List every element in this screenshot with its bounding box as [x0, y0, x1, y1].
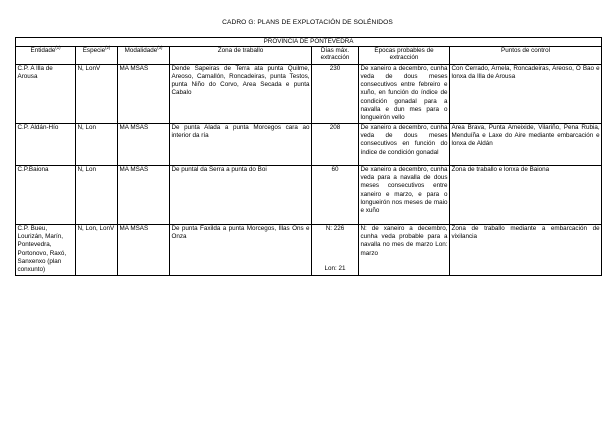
cell-zona: De punta Alada a punta Morcegos cara ao interior da ría	[170, 123, 312, 165]
cell-puntos: Zona de traballo mediante a embarcación de vixilancia	[450, 224, 602, 275]
column-header-epocas: Épocas probables de extracción	[359, 46, 450, 64]
cell-epocas: De xaneiro a decembro, cunha veda de dous meses consecutivos entre febreiro e xuño, en función do índice de condición gonadal para a navalla e dun mes para o longueirón vello	[360, 64, 448, 122]
cell-epocas: De xaneiro a decembro, cunha veda de dous meses consecutivos en función do índice de condición gonadal	[359, 123, 450, 165]
column-header-row	[16, 46, 602, 64]
cell-dias	[312, 224, 359, 275]
cell-puntos: Con Cerrado, Arnela, Roncadeiras, Areoso, O Bao e lonxa da Illa de Arousa	[450, 64, 602, 123]
cell-modalidade: MA MSAS	[118, 64, 170, 123]
cell-dias	[312, 123, 359, 165]
column-header-puntos: Puntos de control	[450, 46, 602, 64]
footnote-marker: (2)	[105, 44, 111, 50]
cell-especie: N, Lon, LonV	[76, 224, 118, 275]
column-header-especie-label: Especie	[82, 46, 106, 54]
exploitation-plan-table	[15, 37, 602, 276]
cell-dias	[312, 165, 359, 224]
cell-zona: Dende Sapeiras de Terra ata punta Quilme, Areoso, Camallón, Roncadeiras, punta Testos, punta Niño do Corvo, Area Secada e punta Cabalo	[170, 64, 312, 123]
footnote-marker: (1)	[55, 44, 61, 50]
cell-epocas: N: de xaneiro a decembro, cunha veda probable para a navalla no mes de marzo Lon: marzo	[359, 224, 450, 275]
cell-dias-value: 230	[329, 64, 341, 72]
column-header-dias: Días máx. extracción	[312, 46, 359, 64]
table-row	[16, 64, 602, 123]
cell-puntos: Area Brava, Punta Ameixide, Vilariño, Pena Rubia, Menduíña e Laxe do Aire mediante embarcación e lonxa de Aldán	[450, 123, 602, 165]
cell-entidade: C.P.Baiona	[16, 165, 76, 224]
cell-dias-value: 60	[331, 165, 339, 173]
province-header: PROVINCIA DE PONTEVEDRA	[16, 38, 602, 47]
cell-dias	[312, 64, 359, 123]
column-header-modalidade-label: Modalidade	[124, 46, 158, 54]
cell-modalidade: MA MSAS	[118, 123, 170, 165]
column-header-zona: Zona de traballo	[170, 46, 312, 64]
footnote-marker: (3)	[157, 44, 163, 50]
cell-dias-value: 208	[329, 123, 341, 131]
document-title: CADRO G: PLANS DE EXPLOTACIÓN DE SOLÉNIDOS	[222, 19, 393, 26]
table-row	[16, 165, 602, 224]
cell-entidade: C.P. A Illa de Arousa	[16, 64, 76, 123]
cell-zona: De punta Faxilda a punta Morcegos, Illas Ons e Onza	[170, 224, 312, 275]
cell-especie: N, Lon	[76, 123, 118, 165]
cell-modalidade: MA MSAS	[118, 165, 170, 224]
cell-entidade: C.P. Bueu, Lourizán, Marín, Pontevedra, Portonovo, Raxó, Sanxenxo (plan conxunto)	[16, 224, 76, 275]
cell-entidade: C.P. Aldán-Hío	[16, 123, 76, 165]
cell-epocas: De xaneiro a decembro, cunha veda para a navalla de dous meses consecutivos entre xaneiro e marzo, e para o longueirón nos meses de maio e xuño	[359, 165, 450, 224]
cell-modalidade: MA MSAS	[118, 224, 170, 275]
column-header-entidade-label: Entidade	[30, 46, 56, 54]
column-header-entidade	[16, 46, 76, 64]
column-header-modalidade	[118, 46, 170, 64]
cell-zona: De puntal da Serra a punta do Boi	[170, 165, 312, 224]
cell-dias-extra-value: Lon: 21	[324, 265, 346, 273]
cell-especie: N, Lon	[76, 165, 118, 224]
cell-dias-value: N: 226	[325, 224, 345, 232]
cell-especie: N, LonV	[76, 64, 118, 123]
cell-puntos: Zona de traballo e lonxa de Baiona	[450, 165, 602, 224]
column-header-especie	[76, 46, 118, 64]
table-row	[16, 123, 602, 165]
province-header-row	[16, 38, 602, 47]
table-row	[16, 224, 602, 275]
